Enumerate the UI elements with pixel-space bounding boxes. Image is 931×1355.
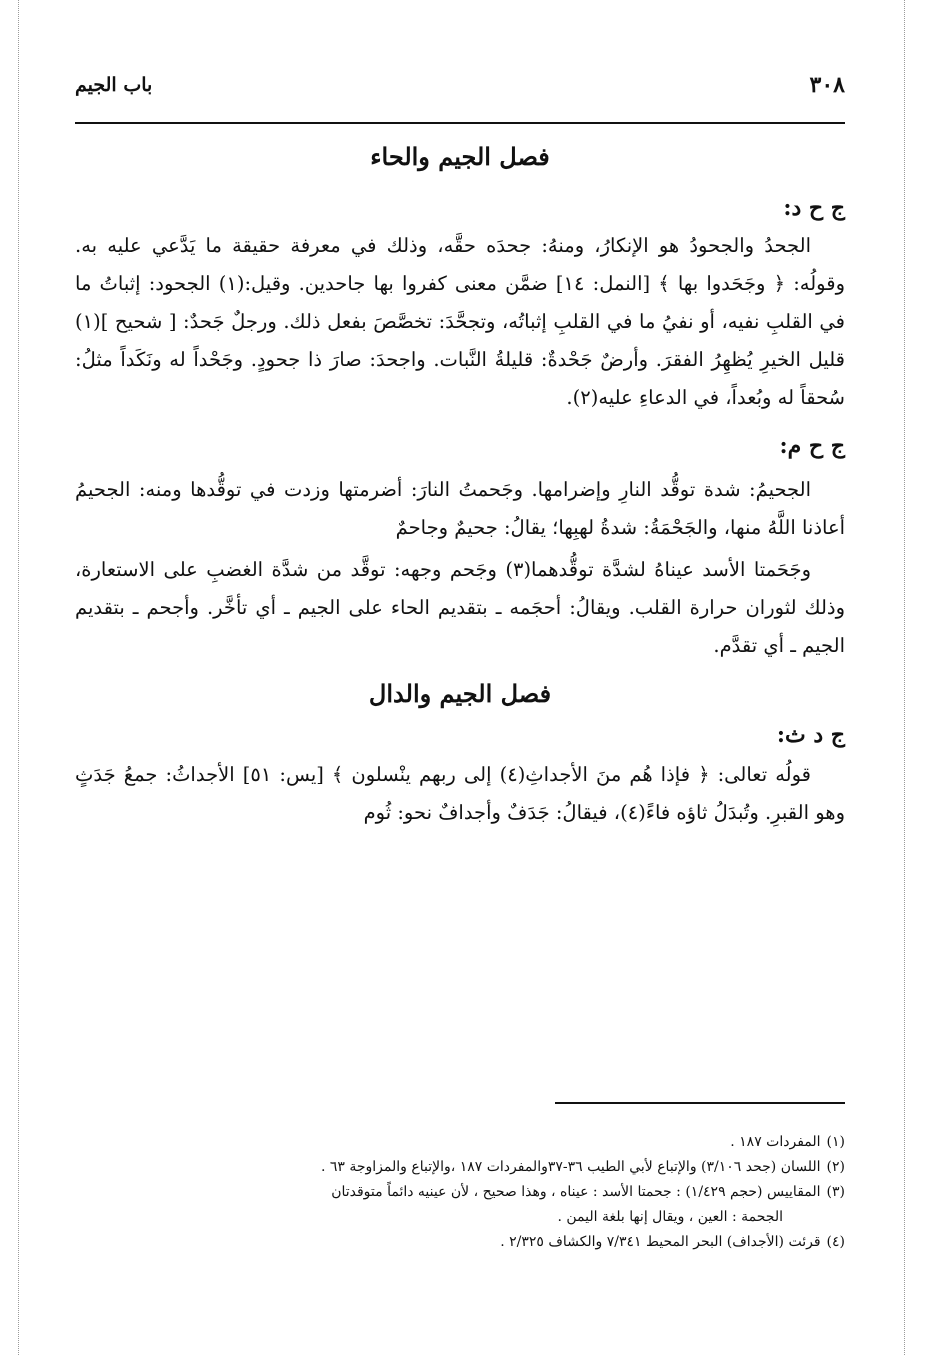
footnote-continuation: الجحمة : العين ، ويقال إنها بلغة اليمن . xyxy=(557,1209,783,1225)
footnote xyxy=(75,1180,845,1205)
footnote-text: المقاييس (حجم ١/٤٢٩) : جحمتا الأسد : عيناه ، وهذا صحيح ، لأن عينيه دائماً متوقدتان xyxy=(331,1184,821,1200)
section-title-jim-ha: فصل الجيم والحاء xyxy=(370,142,550,171)
root-heading-jhm: ج ح م: xyxy=(779,433,845,459)
book-page xyxy=(75,60,845,832)
entry-paragraph: وجَحَمتا الأسد عيناهُ لشدَّة توقُّدهما(٣) وجَحم وجهه: توقَّد من شدَّة الغضبِ على الاستعارة، وذلك لثوران حرارة القلب. ويقالُ: أحجَمه ـ بتقديم الحاء على الجيم ـ أي تأخَّر. وأجحم ـ بتقديم الجيم ـ أي تقدَّم. xyxy=(75,558,845,657)
entry-paragraph: الجحدُ والجحودُ هو الإنكارُ، ومنهُ: جحدَه حقَّه، وذلك في معرفة حقيقة ما يَدَّعي عليه به. وقولُه: ﴿ وجَحَدوا بها ﴾ [النمل: ١٤] ضمَّن معنى كفروا بها جاحدين. وقيل:(١) الجحود: إثباتُ ما في القلبِ نفيه، أو نفيُ ما في القلبِ إثباتُه، وتجحَّدَ: تخصَّصَ بفعل ذلك. ورجلٌ جَحدٌ: [ شحيح ](١) قليل الخيرِ يُظهِرُ الفقرَ. وأرضٌ جَحْدةٌ: قليلةُ النَّبات. واجحدَ: صارَ ذا جحودٍ. وجَحْداً له ونَكَداً مثلُ: سُحقاً له وبُعداً، في الدعاءِ عليه(٢). xyxy=(75,234,845,409)
root-heading-jdth: ج د ث: xyxy=(776,722,845,748)
section-title-jim-dal: فصل الجيم والدال xyxy=(368,679,552,708)
margin-guide-left xyxy=(18,0,19,1355)
header-rule xyxy=(75,122,845,124)
footnote xyxy=(75,1155,845,1180)
footnote-number: (١) xyxy=(826,1134,845,1150)
footnote xyxy=(75,1230,845,1255)
footnote-text: المفردات ١٨٧ . xyxy=(730,1134,821,1150)
footnote xyxy=(75,1130,845,1155)
chapter-title: باب الجيم xyxy=(75,74,153,96)
footnotes xyxy=(75,1130,845,1255)
page-number: ٣٠٨ xyxy=(809,72,845,98)
margin-guide-right xyxy=(904,0,905,1355)
footnote-separator xyxy=(555,1102,845,1104)
footnote-number: (٣) xyxy=(826,1184,845,1200)
footnote-text: قرئت (الأجداف) البحر المحيط ٧/٣٤١ والكشاف ٢/٣٢٥ . xyxy=(500,1234,821,1250)
footnote-text: اللسان (جحد ٣/١٠٦) والإتباع لأبي الطيب ٣٦-٣٧والمفردات ١٨٧ ،والإتباع والمزاوجة ٦٣ . xyxy=(320,1159,821,1175)
root-heading-jhd: ج ح د: xyxy=(783,195,845,221)
footnote-number: (٤) xyxy=(826,1234,845,1250)
entry-paragraph: قولُه تعالى: ﴿ فإذا هُم منَ الأجداثِ(٤) إلى ربهم ينْسلون ﴾ [يس: ٥١] الأجداثُ: جمعُ جَدَثٍ وهو القبرِ. وتُبدَلُ ثاؤه فاءً(٤)، فيقالُ: جَدَفٌ وأجدافٌ نحو: ثُوم xyxy=(75,763,845,824)
entry-paragraph: الجحيمُ: شدة توقُّد النارِ وإضرامها. وجَحمتُ النارَ: أضرمتها وزدت في توقُّدها ومنه: الجحيمُ أعاذنا اللَّهُ منها، والجَحْمَةُ: شدةُ لهبِها؛ يقالُ: جحيمٌ وجاحمٌ xyxy=(75,478,845,539)
page-header xyxy=(75,60,845,96)
footnote-number: (٢) xyxy=(826,1159,845,1175)
